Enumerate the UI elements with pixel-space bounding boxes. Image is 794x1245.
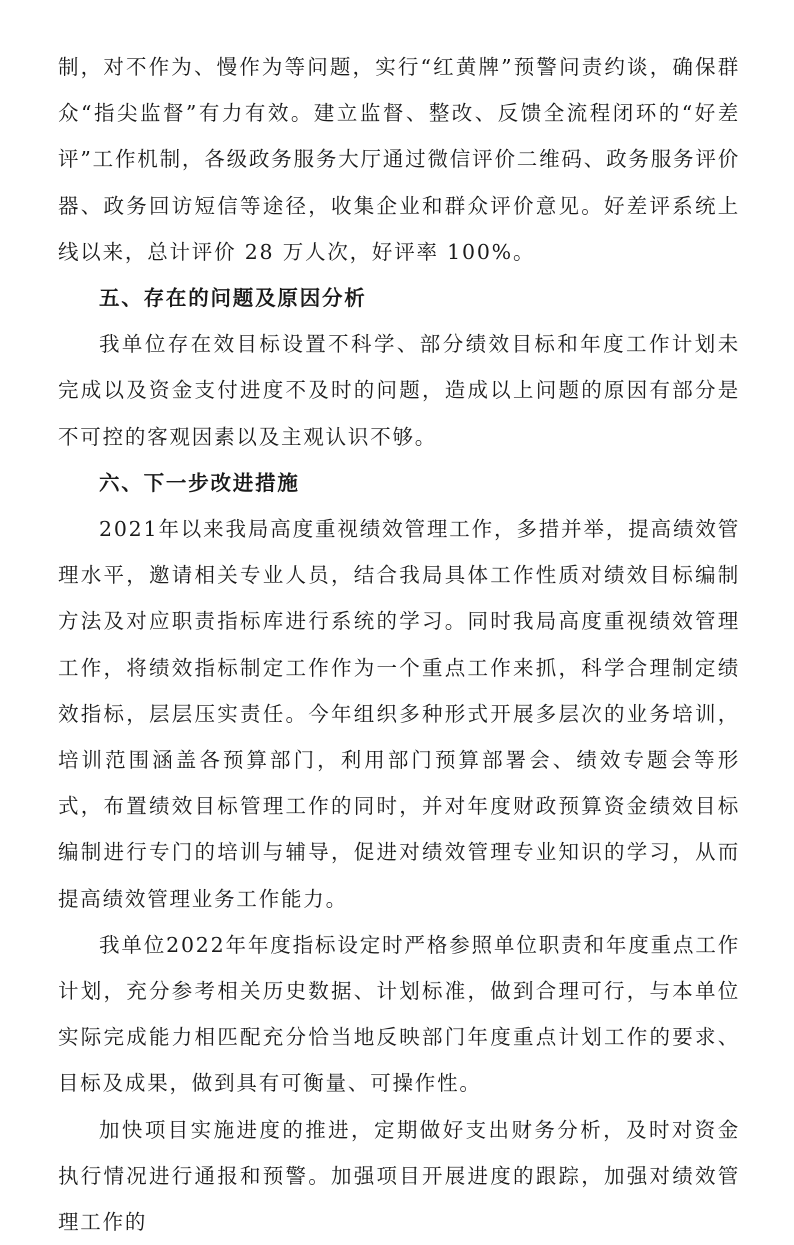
section-heading-improvements: 六、下一步改进措施 bbox=[99, 470, 300, 495]
paragraph-project-progress: 加快项目实施进度的推进，定期做好支出财务分析，及时对资金执行情况进行通报和预警。加强项目开展进度的跟踪，加强对绩效管理工作的 bbox=[58, 1117, 740, 1235]
section-heading-problems: 五、存在的问题及原因分析 bbox=[99, 286, 367, 311]
paragraph-continued-evaluation: 制，对不作为、慢作为等问题，实行“红黄牌”预警问责约谈，确保群众“指尖监督”有力有效。建立监督、整改、反馈全流程闭环的“好差评”工作机制，各级政务服务大厅通过微信评价二维码、政务服务评价器、政务回访短信等途径，收集企业和群众评价意见。好差评系统上线以来，总计评价 28 万人次，好评率 100%。 bbox=[58, 55, 740, 264]
document-body bbox=[58, 44, 740, 1245]
paragraph-problems-analysis: 我单位存在效目标设置不科学、部分绩效目标和年度工作计划未完成以及资金支付进度不及时的问题，造成以上问题的原因有部分是不可控的客观因素以及主观认识不够。 bbox=[58, 332, 740, 449]
paragraph-indicator-2022: 我单位2022年年度指标设定时严格参照单位职责和年度重点工作计划，充分参考相关历史数据、计划标准，做到合理可行，与本单位实际完成能力相匹配充分恰当地反映部门年度重点计划工作的要求、目标及成果，做到具有可衡量、可操作性。 bbox=[58, 932, 740, 1096]
paragraph-improvement-2021: 2021年以来我局高度重视绩效管理工作，多措并举，提高绩效管理水平，邀请相关专业人员，结合我局具体工作性质对绩效目标编制方法及对应职责指标库进行系统的学习。同时我局高度重视绩效管理工作，将绩效指标制定工作作为一个重点工作来抓，科学合理制定绩效指标，层层压实责任。今年组织多种形式开展多层次的业务培训，培训范围涵盖各预算部门，利用部门预算部署会、绩效专题会等形式，布置绩效目标管理工作的同时，并对年度财政预算资金绩效目标编制进行专门的培训与辅导，促进对绩效管理专业知识的学习，从而提高绩效管理业务工作能力。 bbox=[58, 517, 740, 911]
